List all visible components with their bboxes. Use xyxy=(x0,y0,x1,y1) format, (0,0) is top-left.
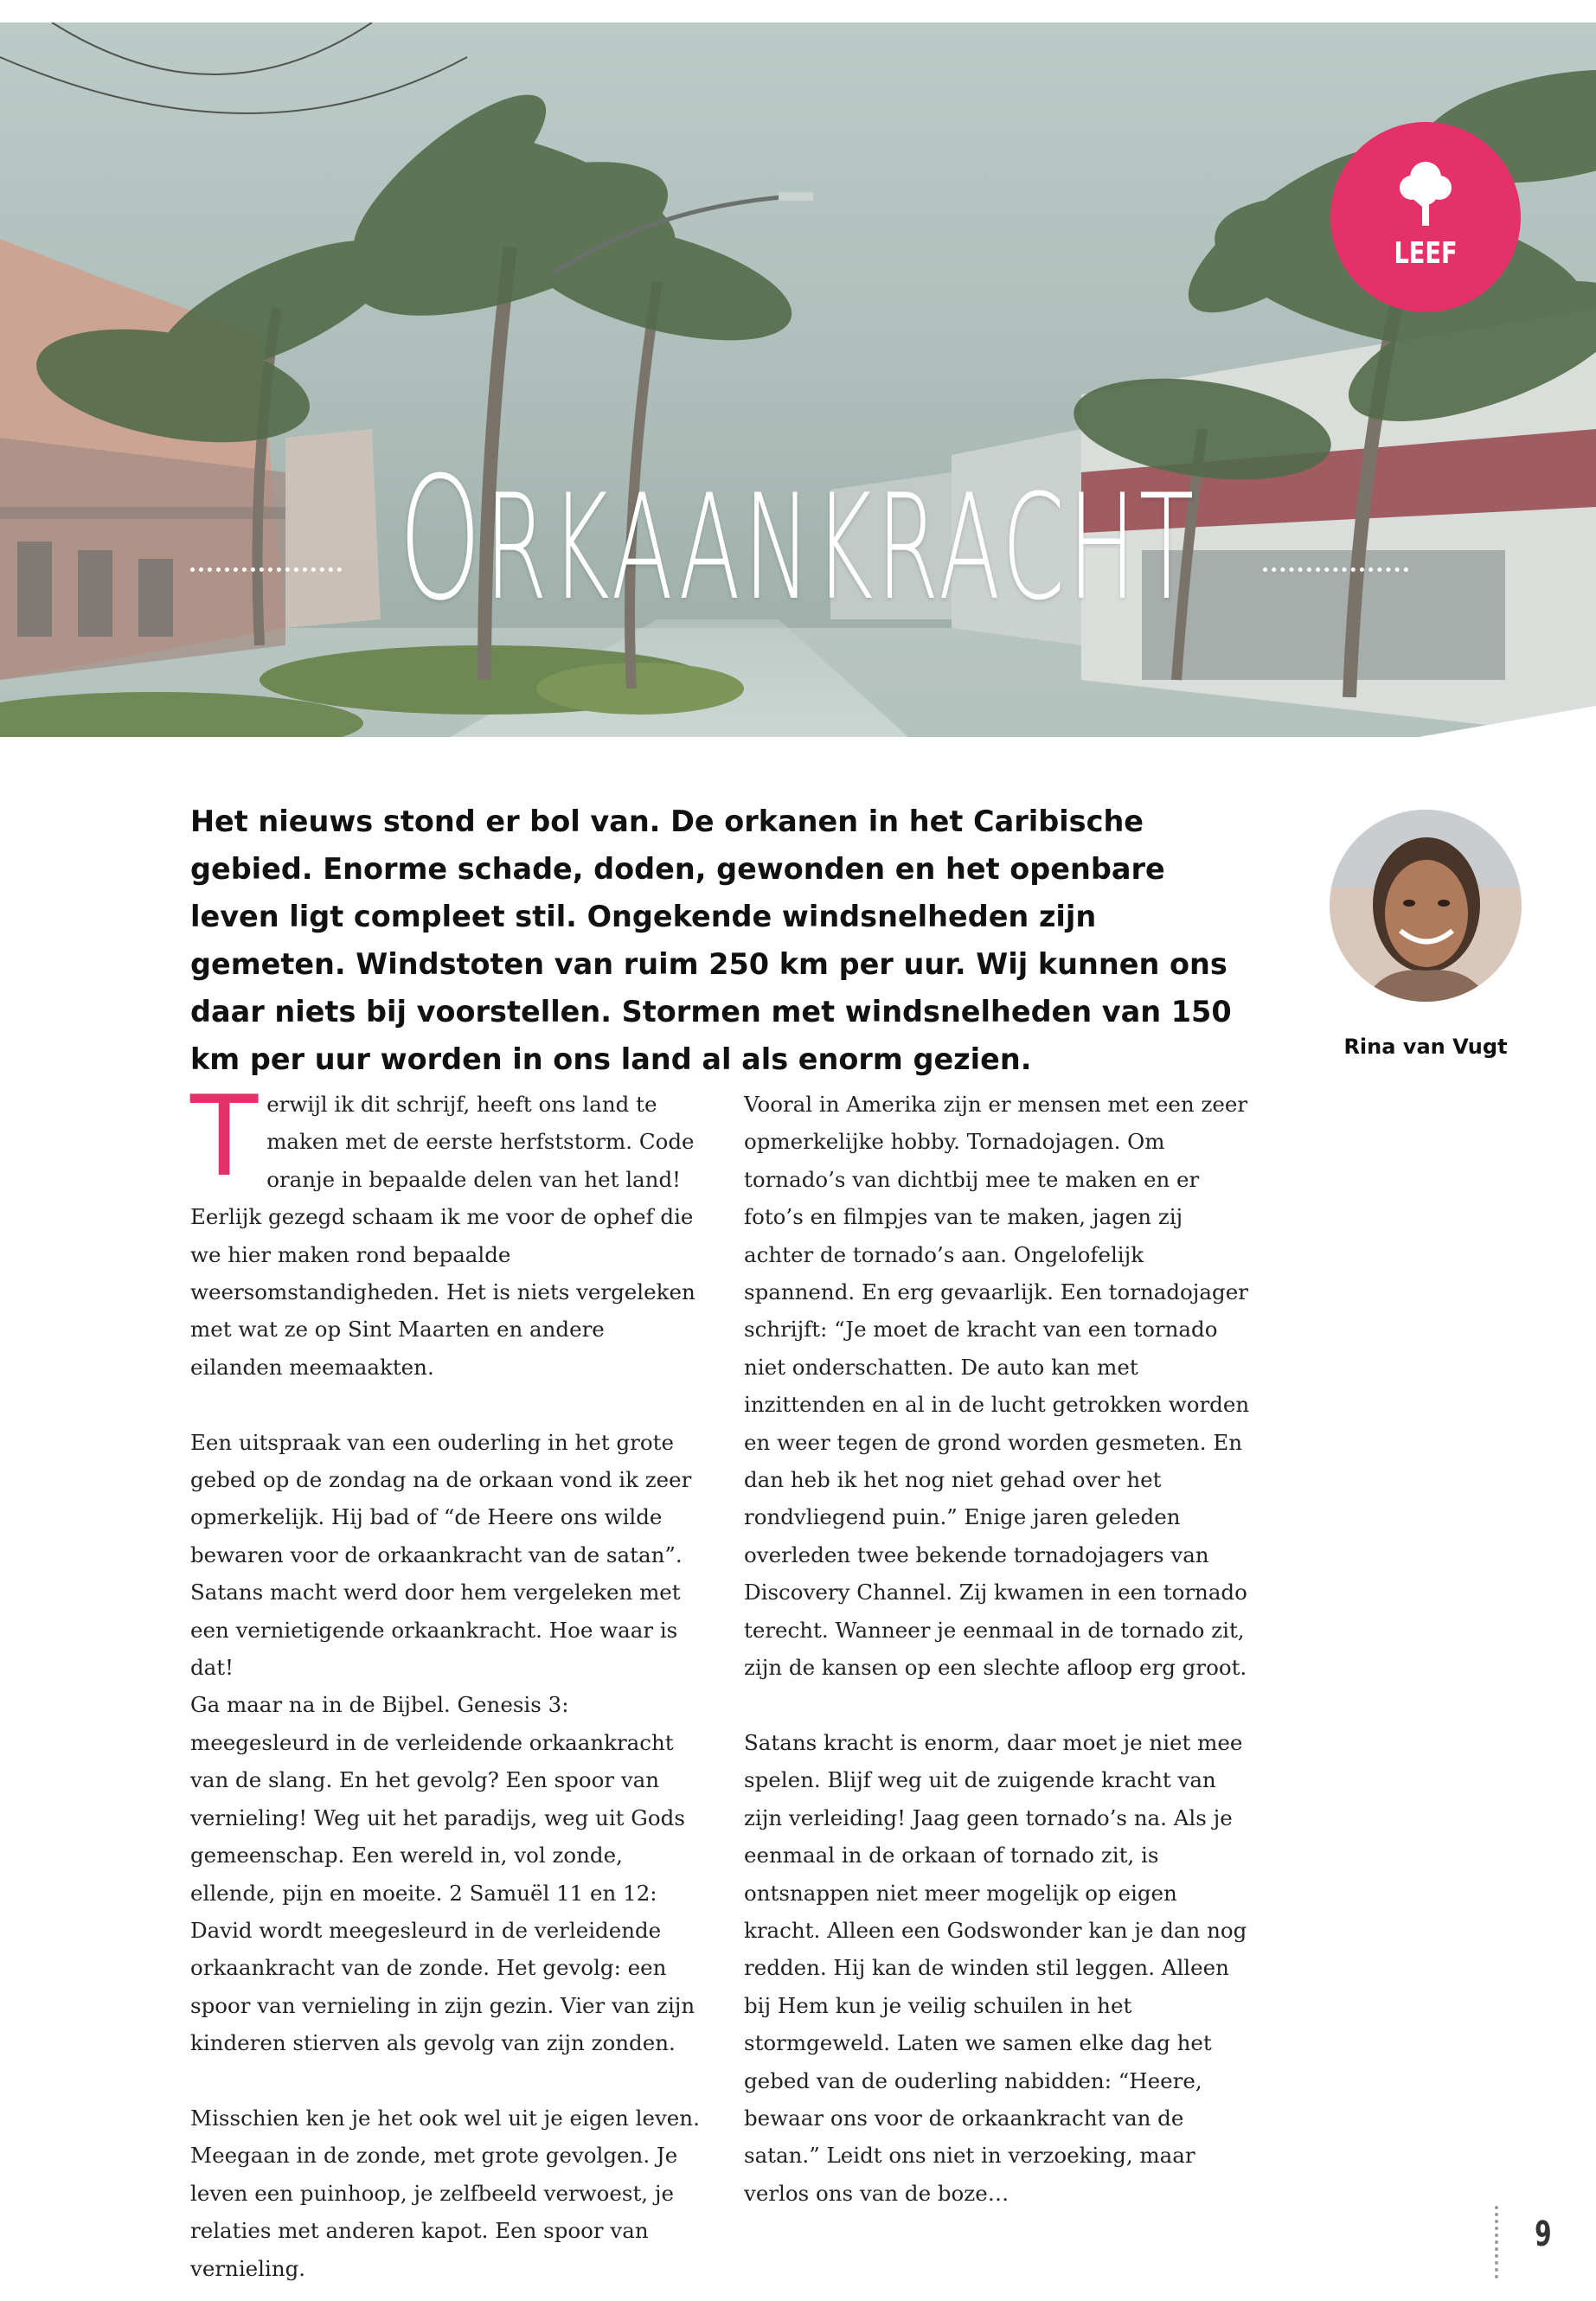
hero-image xyxy=(0,22,1596,737)
author-photo xyxy=(1330,810,1522,1002)
body-column-left xyxy=(190,1073,701,2287)
body-paragraph: Ga maar na in de Bijbel. Genesis 3: meegesleurd in de verleidende orkaankracht van de slang. En het gevolg? Een spoor van vernieling! Weg uit het paradijs, weg uit Gods gemeenschap. Een wereld in, vol zonde, ellende, pijn en moeite. 2 Samuël 11 en 12: David wordt meegesleurd in de verleidende orkaankracht van de zonde. Het gevolg: een spoor van vernieling in zijn gezin. Vier van zijn kinderen stierven als gevolg van zijn zonden. xyxy=(190,1692,695,2056)
page-number: 9 xyxy=(1535,2214,1552,2254)
body-paragraph: Een uitspraak van een ouderling in het grote gebed op de zondag na de orkaan vond ik zeer opmerkelijk. Hij bad of “de Heere ons wilde bewaren voor de orkaankracht van de satan”. Satans macht werd door hem vergeleken met een vernietigende orkaankracht. Hoe waar is dat! xyxy=(190,1429,692,1681)
avatar xyxy=(1330,810,1522,1002)
body-paragraph: Terwijl ik dit schrijf, heeft ons land te maken met de eerste herfststorm. Code oranje in bepaalde delen van het land! Eerlijk gezegd schaam ik me voor de ophef die we hier maken rond bepaalde weersomstandigheden. Het is niets vergeleken met wat ze op Sint Maarten en andere eilanden meemaakten. xyxy=(190,1073,695,1380)
page-number-divider xyxy=(1495,2206,1498,2279)
body-paragraph: Vooral in Amerika zijn er mensen met een zeer opmerkelijke hobby. Tornadojagen. Om tornado’s van dichtbij mee te maken en er foto’s en filmpjes van te maken, jagen zij achter de tornado’s aan. Ongelofelijk spannend. En erg gevaarlijk. Een tornadojager schrijft: “Je moet de kracht van een tornado niet onderschatten. De auto kan met inzittenden en al in de lucht getrokken worden en weer tegen de grond worden gesmeten. En dan heb ik het nog niet gehad over het rondvliegend puin.” Enige jaren geleden overleden twee bekende tornadojagers van Discovery Channel. Zij kwamen in een tornado terecht. Wanneer je eenmaal in de tornado zit, zijn de kansen op een slechte afloop erg groot. xyxy=(744,1092,1250,1681)
page-title: ORKAANKRACHT xyxy=(398,441,1198,638)
section-badge-label: LEEF xyxy=(1394,236,1458,271)
drop-cap: T xyxy=(190,1073,259,1202)
body-paragraph: Misschien ken je het ook wel uit je eigen leven. Meegaan in de zonde, met grote gevolgen. Je leven een puinhoop, je zelfbeeld verwoest, je relaties met anderen kapot. Een spoor van vernieling. xyxy=(190,2105,700,2281)
tree-icon xyxy=(1398,158,1453,231)
body-paragraph: Satans kracht is enorm, daar moet je niet mee spelen. Blijf weg uit de zuigende kracht van zijn verleiding! Jaag geen tornado’s na. Als je eenmaal in de orkaan of tornado zit, is ontsnappen niet meer mogelijk op eigen kracht. Alleen een Godswonder kan je dan nog redden. Hij kan de winden stil leggen. Alleen bij Hem kun je veilig schuilen in het stormgeweld. Laten we samen elke dag het gebed van de ouderling nabidden: “Heere, bewaar ons voor de orkaankracht van de satan.” Leidt ons niet in verzoeking, maar verlos ons van de boze… xyxy=(744,1729,1247,2206)
author-name: Rina van Vugt xyxy=(1343,1035,1508,1059)
section-badge xyxy=(1330,122,1521,312)
body-column-right xyxy=(744,1086,1254,2212)
lead-paragraph: Het nieuws stond er bol van. De orkanen in het Caribische gebied. Enorme schade, doden, gewonden en het openbare leven ligt compleet stil. Ongekende windsnelheden zijn gemeten. Windstoten van ruim 250 km per uur. Wij kunnen ons daar niets bij voorstellen. Stormen met windsnelheden van 150 km per uur worden in ons land al als enorm gezien. xyxy=(190,804,1232,1076)
